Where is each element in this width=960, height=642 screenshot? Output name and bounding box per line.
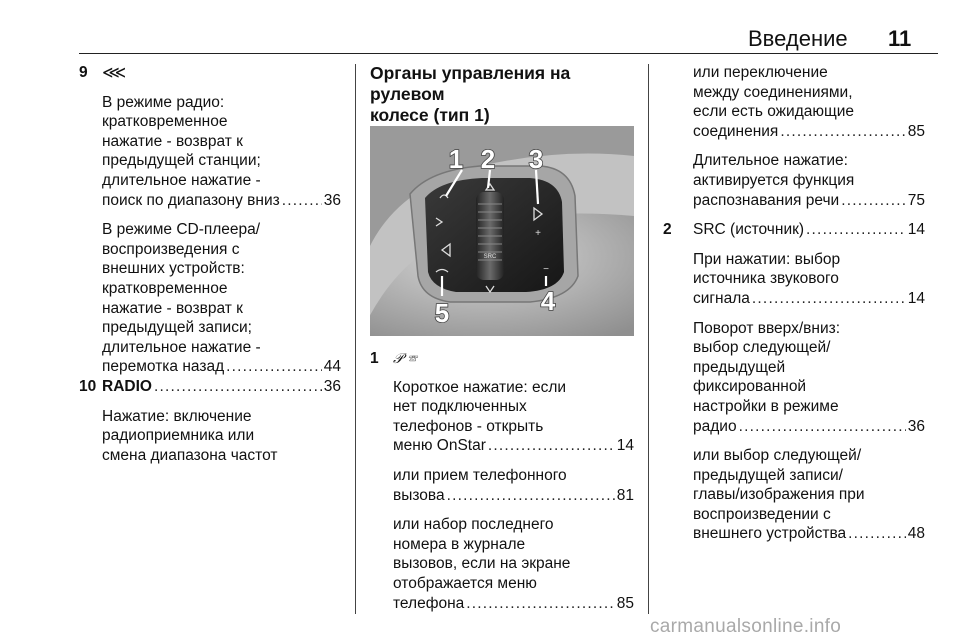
column-divider-1	[355, 64, 356, 614]
leader-dots	[848, 524, 906, 544]
text-line: между соединениями,	[693, 83, 853, 101]
text-line: внешних устройств:	[102, 260, 245, 278]
watermark: carmanualsonline.info	[650, 616, 842, 637]
redial-paragraph	[393, 515, 634, 613]
title-line: Органы управления на рулевом	[370, 63, 571, 104]
text-line: номера в журнале	[393, 535, 526, 553]
leader-dots	[488, 436, 615, 456]
header-rule	[79, 53, 938, 54]
text-line: воспроизведении с	[693, 505, 831, 523]
ref-text: телефона	[393, 594, 465, 612]
page-reference[interactable]	[102, 357, 341, 377]
list-item-1	[370, 349, 634, 613]
text-line: или прием телефонного	[393, 466, 567, 484]
text-line: В режиме CD-плеера/	[102, 221, 261, 239]
page-reference[interactable]	[102, 377, 341, 397]
column-2-lower	[370, 349, 634, 613]
ref-page: 36	[323, 377, 341, 395]
cd-mode-paragraph	[102, 220, 341, 377]
page-reference[interactable]	[693, 289, 925, 309]
text-line: Длительное нажатие:	[693, 152, 848, 170]
text-line: или выбор следующей/	[693, 447, 862, 465]
page-reference[interactable]	[693, 220, 925, 240]
item-number: 10	[79, 377, 97, 395]
item-label: RADIO	[102, 377, 152, 395]
volume-minus-label: −	[543, 264, 549, 275]
radio-press-paragraph	[102, 407, 341, 466]
ref-text: распознавания речи	[693, 191, 840, 209]
text-line: отображается меню	[393, 574, 537, 592]
ref-page: 44	[323, 358, 341, 376]
text-line: кратковременное	[102, 113, 228, 131]
text-line: смена диапазона частот	[102, 446, 278, 464]
switch-connections-paragraph	[693, 63, 925, 141]
text-line: длительное нажатие -	[102, 338, 261, 356]
text-line: главы/изображения при	[693, 486, 865, 504]
item-number: 1	[370, 350, 379, 367]
ref-text: поиск по диапазону вниз	[102, 191, 280, 209]
text-line: предыдущей станции;	[102, 152, 261, 170]
ref-page: 14	[907, 221, 925, 239]
text-line: воспроизведения с	[102, 240, 240, 258]
ref-page: 75	[907, 191, 925, 209]
text-line: вызовов, если на экране	[393, 555, 571, 573]
leader-dots	[466, 594, 615, 614]
ref-page: 36	[323, 191, 341, 209]
text-line: активируется функция	[693, 171, 855, 189]
text-line: При нажатии: выбор	[693, 250, 841, 268]
item-title: SRC (источник)	[693, 221, 805, 239]
text-line: кратковременное	[102, 279, 228, 297]
text-line: фиксированной	[693, 378, 807, 396]
page-reference[interactable]	[393, 486, 634, 506]
steering-wheel-controls-figure	[370, 126, 634, 336]
src-press-paragraph	[693, 250, 925, 309]
ref-page: 14	[907, 289, 925, 307]
text-line: В режиме радио:	[102, 93, 225, 111]
text-line: источника звукового	[693, 270, 839, 288]
text-line: Нажатие: включение	[102, 407, 252, 425]
text-line: нет подключенных	[393, 398, 527, 416]
src-rotate-paragraph	[693, 319, 925, 437]
leader-dots	[447, 486, 615, 506]
ref-text: вызова	[393, 486, 445, 504]
ref-page: 36	[907, 417, 925, 435]
text-line: предыдущей	[693, 358, 786, 376]
ref-page: 81	[616, 486, 634, 504]
item-symbol-row	[393, 349, 634, 369]
text-line: Короткое нажатие: если	[393, 378, 567, 396]
volume-plus-label: +	[535, 228, 541, 239]
long-press-paragraph	[693, 151, 925, 210]
item-number: 2	[663, 221, 672, 239]
ref-page: 85	[907, 122, 925, 140]
page-section-title: Введение	[748, 26, 848, 51]
text-line: радиоприемника или	[102, 427, 255, 445]
list-item-2	[665, 220, 925, 544]
leader-dots	[841, 191, 906, 211]
page-reference[interactable]	[693, 524, 925, 544]
leader-dots	[780, 122, 905, 142]
text-line: нажатие - возврат к	[102, 299, 243, 317]
column-1	[79, 63, 341, 465]
leader-dots	[226, 357, 322, 377]
ref-page: 85	[616, 594, 634, 612]
column-3	[665, 63, 925, 544]
text-line: если есть ожидающие	[693, 103, 855, 121]
text-line: выбор следующей/	[693, 339, 831, 357]
phone-voice-icon: 𝒫 ☏	[393, 350, 417, 366]
page-reference[interactable]	[693, 417, 925, 437]
short-press-paragraph	[393, 378, 634, 456]
title-line: колесе (тип 1)	[370, 105, 490, 125]
ref-text: сигнала	[693, 289, 750, 307]
leader-dots	[739, 417, 906, 437]
ref-text: внешнего устройства	[693, 525, 847, 543]
callout-3: 3	[528, 144, 544, 174]
accept-call-paragraph	[393, 466, 634, 505]
page-reference[interactable]	[393, 594, 634, 614]
text-line: Поворот вверх/вниз:	[693, 319, 841, 337]
ref-text: меню OnStar	[393, 437, 486, 455]
page-reference[interactable]	[693, 122, 925, 142]
text-line: или переключение	[693, 64, 828, 81]
src-track-paragraph	[693, 446, 925, 544]
leader-dots	[154, 377, 322, 397]
callout-4: 4	[540, 286, 556, 316]
text-line: предыдущей записи;	[102, 319, 252, 337]
text-line: или набор последнего	[393, 516, 554, 534]
item-number: 9	[79, 64, 88, 81]
text-line: телефонов - открыть	[393, 417, 544, 435]
list-item-10	[79, 377, 341, 465]
ref-page: 14	[616, 437, 634, 455]
column-2	[370, 63, 634, 126]
list-item-9	[79, 63, 341, 377]
page-reference[interactable]	[393, 436, 634, 456]
radio-mode-paragraph	[102, 93, 341, 211]
src-label: SRC	[483, 254, 497, 260]
leader-dots	[752, 289, 906, 309]
callout-5: 5	[434, 298, 450, 328]
callout-1: 1	[448, 144, 464, 174]
page-reference[interactable]	[693, 191, 925, 211]
page-number: 11	[888, 26, 912, 51]
item-symbol-row	[102, 63, 341, 84]
callout-2: 2	[480, 144, 496, 174]
ref-text: соединения	[693, 122, 779, 140]
section-title	[370, 63, 634, 126]
text-line: настройки в режиме	[693, 397, 839, 415]
text-line: нажатие - возврат к	[102, 132, 243, 150]
leader-dots	[806, 220, 906, 240]
ref-page: 48	[907, 525, 925, 543]
text-line: предыдущей записи/	[693, 466, 843, 484]
page-reference[interactable]	[102, 191, 341, 211]
text-line: длительное нажатие -	[102, 171, 261, 189]
column-divider-2	[648, 64, 649, 614]
ref-text: перемотка назад	[102, 358, 225, 376]
leader-dots	[282, 191, 322, 211]
ref-text: радио	[693, 417, 737, 435]
seek-back-icon: ⋘	[102, 63, 127, 82]
